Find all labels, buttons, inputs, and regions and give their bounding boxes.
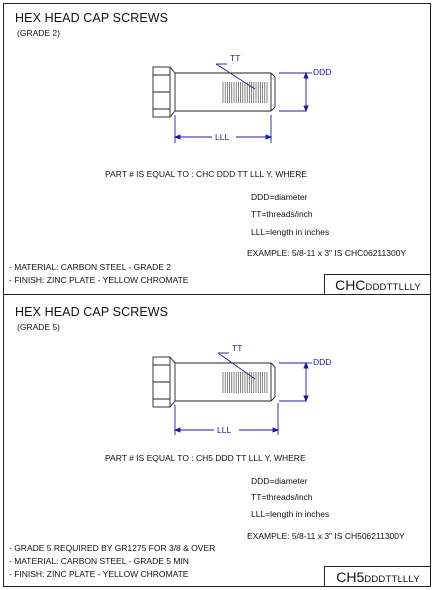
panel-grade-5 — [3, 295, 431, 586]
lll-label: LLL — [215, 132, 230, 142]
panel-grade-2 — [3, 3, 431, 294]
definition-threads: TT=threads/inch — [251, 209, 313, 219]
tt-label: TT — [232, 343, 243, 353]
note-material: - MATERIAL: CARBON STEEL - GRADE 5 MIN — [9, 556, 189, 566]
thread-hatch — [223, 82, 267, 103]
tt-label: TT — [230, 53, 241, 63]
ddd-dimension — [279, 73, 312, 111]
grade-label: (GRADE 2) — [17, 28, 60, 38]
note-material: - MATERIAL: CARBON STEEL - GRADE 2 — [9, 262, 172, 272]
note-finish: - FINISH: ZINC PLATE - YELLOW CHROMATE — [9, 275, 189, 285]
bolt-head — [153, 67, 175, 117]
ddd-label: DDD — [313, 357, 332, 367]
part-equation: PART # IS EQUAL TO : CH5 DDD TT LLL Y, WHERE — [105, 453, 306, 463]
definition-length: LLL=length in inches — [251, 227, 330, 237]
part-number: CH5DDDTTLLLY — [336, 568, 420, 585]
example-text: EXAMPLE: 5/8-11 x 3" IS CH506211300Y — [247, 531, 405, 541]
definition-length: LLL=length in inches — [251, 509, 330, 519]
tt-leader — [216, 64, 255, 89]
lll-label: LLL — [217, 425, 232, 435]
ddd-dimension — [279, 363, 312, 401]
example-text: EXAMPLE: 5/8-11 x 3" IS CHC06211300Y — [247, 248, 407, 258]
definition-diameter: DDD=diameter — [251, 192, 308, 202]
ddd-label: DDD — [313, 67, 332, 77]
bolt-head — [153, 357, 175, 407]
definition-threads: TT=threads/inch — [251, 492, 313, 502]
definition-diameter: DDD=diameter — [251, 476, 308, 486]
part-equation: PART # IS EQUAL TO : CHC DDD TT LLL Y, WHERE — [105, 169, 308, 179]
part-number-box — [324, 274, 431, 294]
note-finish: - FINISH: ZINC PLATE - YELLOW CHROMATE — [9, 569, 189, 579]
panel-title: HEX HEAD CAP SCREWS — [15, 305, 169, 319]
part-number: CHCDDDTTLLLY — [335, 276, 421, 293]
note-grade-requirement: - GRADE 5 REQUIRED BY GR1275 FOR 3/8 & OVER — [9, 543, 216, 553]
thread-hatch — [223, 372, 267, 393]
grade-label: (GRADE 5) — [17, 322, 60, 332]
panel-title: HEX HEAD CAP SCREWS — [15, 11, 169, 25]
part-number-box — [324, 566, 431, 586]
